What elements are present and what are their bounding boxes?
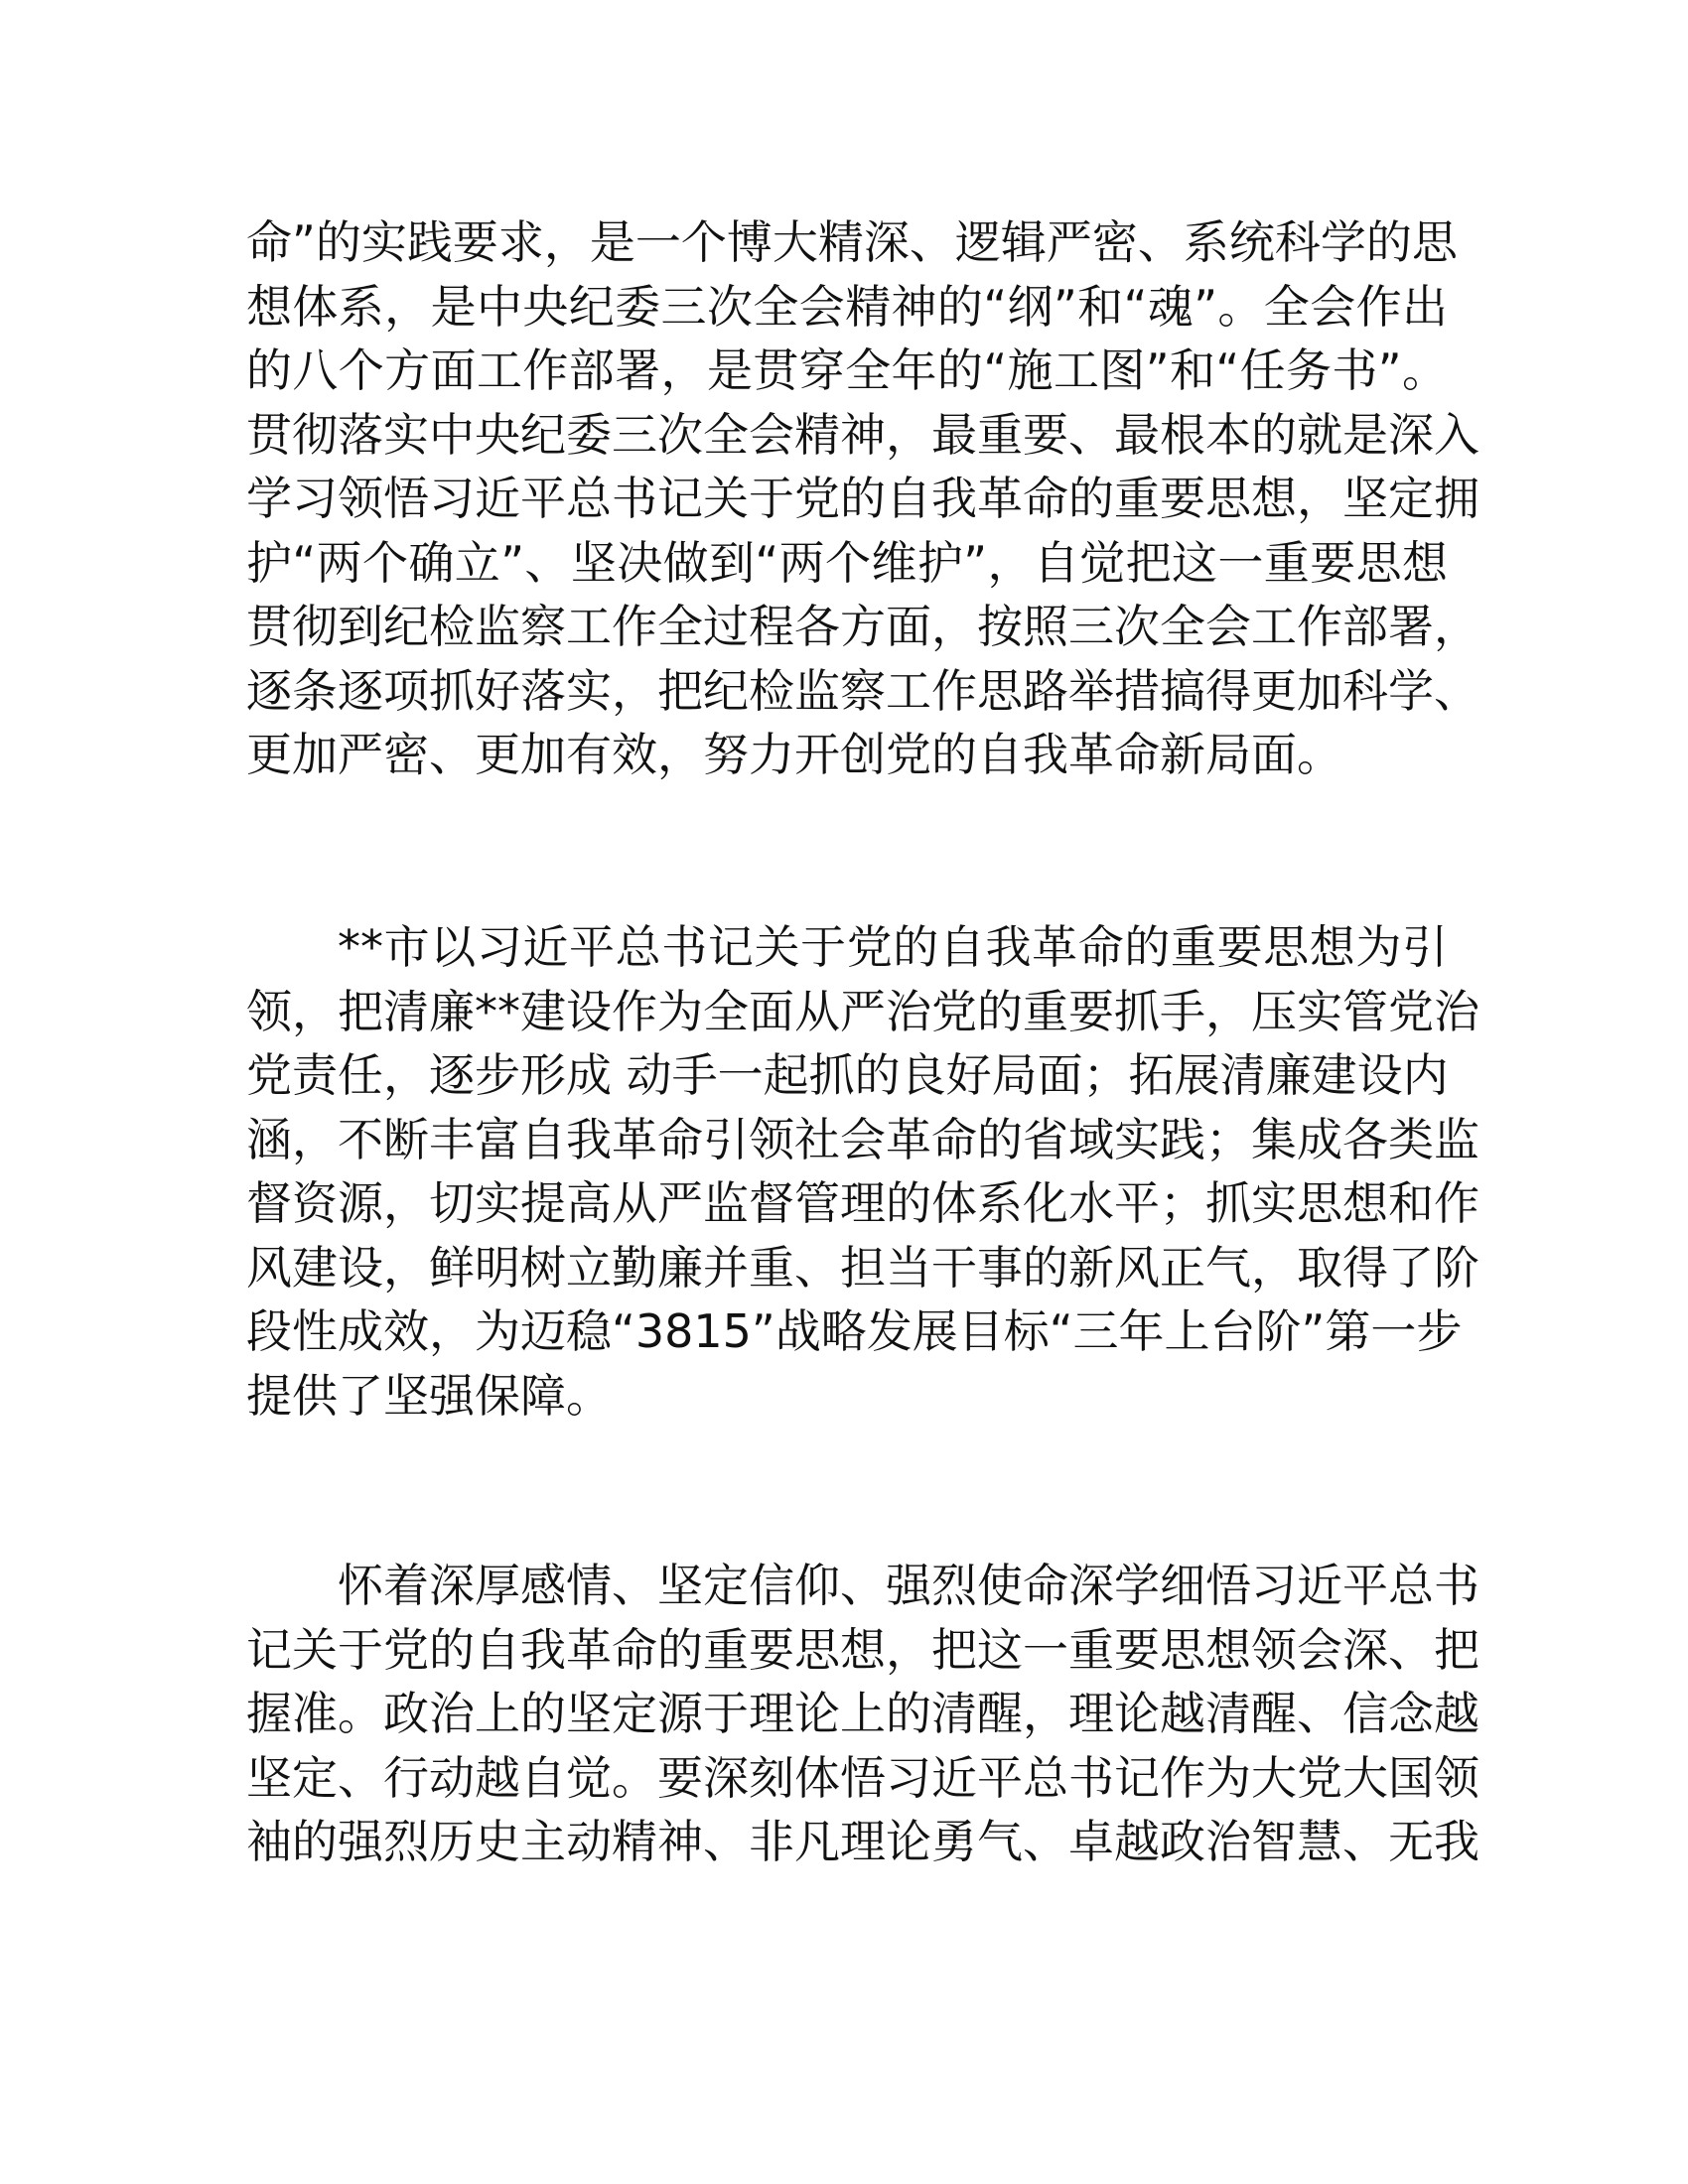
text-line: 督资源，切实提高从严监督管理的体系化水平；抓实思想和作 — [246, 1176, 1479, 1230]
text-line: 段性成效，为迈稳“3815”战略发展目标“三年上台阶”第一步 — [246, 1304, 1463, 1358]
text-line: 护“两个确立”、坚决做到“两个维护”，自觉把这一重要思想 — [246, 535, 1448, 590]
paragraph-3 — [246, 1554, 1479, 1874]
text-line: 学习领悟习近平总书记关于党的自我革命的重要思想，坚定拥 — [246, 472, 1479, 525]
text-line: 涵，不断丰富自我革命引领社会革命的省域实践；集成各类监 — [246, 1112, 1479, 1166]
text-line: 握准。政治上的坚定源于理论上的清醒，理论越清醒、信念越 — [246, 1687, 1479, 1740]
text-line: 袖的强烈历史主动精神、非凡理论勇气、卓越政治智慧、无我 — [246, 1815, 1479, 1868]
text-line: 怀着深厚感情、坚定信仰、强烈使命深学细悟习近平总书 — [338, 1559, 1479, 1612]
text-line: 更加严密、更加有效，努力开创党的自我革命新局面。 — [246, 728, 1342, 781]
text-line: 贯彻到纪检监察工作全过程各方面，按照三次全会工作部署， — [246, 600, 1479, 653]
text-line: 提供了坚强保障。 — [246, 1368, 612, 1423]
text-line: 党责任，逐步形成 动手一起抓的良好局面；拓展清廉建设内 — [246, 1048, 1449, 1102]
text-line: 风建设，鲜明树立勤廉并重、担当干事的新风正气，取得了阶 — [246, 1240, 1479, 1295]
text-line: 贯彻落实中央纪委三次全会精神，最重要、最根本的就是深入 — [246, 407, 1479, 462]
text-line: 坚定、行动越自觉。要深刻体悟习近平总书记作为大党大国领 — [246, 1750, 1479, 1805]
text-line: 想体系，是中央纪委三次全会精神的“纲”和“魂”。全会作出 — [246, 279, 1448, 334]
text-line: 逐条逐项抓好落实，把纪检监察工作思路举措搞得更加科学、 — [246, 663, 1479, 718]
text-line: 领，把清廉**建设作为全面从严治党的重要抓手，压实管党治 — [246, 984, 1479, 1038]
text-line: 的八个方面工作部署，是贯穿全年的“施工图”和“任务书”。 — [246, 343, 1448, 397]
paragraph-2 — [246, 915, 1479, 1428]
text-line: **市以习近平总书记关于党的自我革命的重要思想为引 — [338, 920, 1448, 974]
text-line: 记关于党的自我革命的重要思想，把这一重要思想领会深、把 — [246, 1622, 1479, 1677]
text-line: 命”的实践要求，是一个博大精深、逻辑严密、系统科学的思 — [246, 215, 1458, 269]
paragraph-1 — [246, 210, 1479, 787]
